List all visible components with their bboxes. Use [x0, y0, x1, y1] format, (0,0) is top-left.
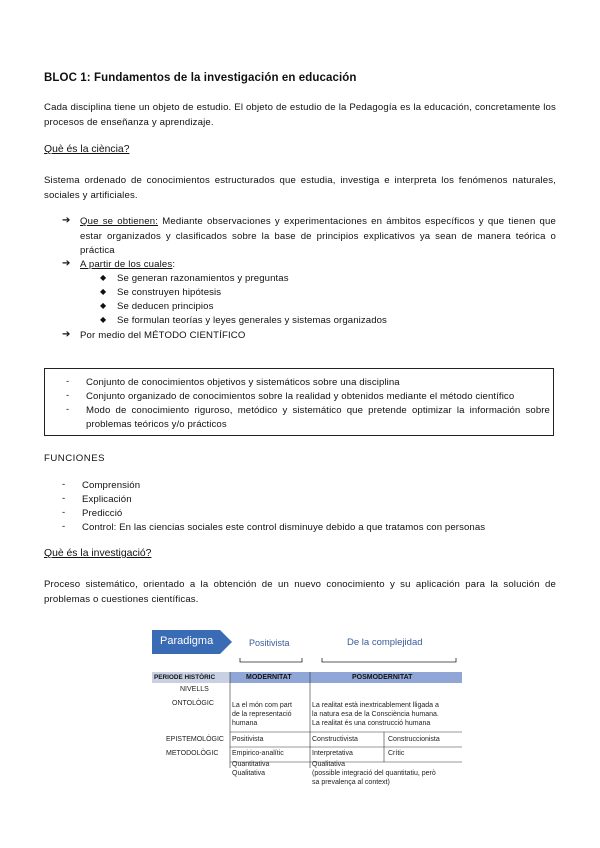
bullet-scientific-method: Por medio del MÉTODO CIENTÍFICO	[80, 330, 246, 341]
met-pos-2: Crític	[388, 750, 405, 757]
ont-pos-line: La realitat és una construcció humana	[312, 720, 431, 727]
diamond-bullet-icon: ◆	[100, 273, 107, 282]
epi-pos-2: Construccionista	[388, 736, 440, 743]
quant-mod-line: Qualitativa	[232, 770, 266, 777]
sub-bullet-item: Se formulan teorías y leyes generales y sistemas organizados	[117, 315, 387, 326]
quant-mod-line: Quantitativa	[232, 761, 270, 768]
dash-bullet: -	[62, 493, 66, 504]
bullet-from-which-label: A partir de los cuales	[80, 259, 173, 270]
dash-bullet: -	[66, 390, 70, 401]
science-heading: Què és la ciència?	[44, 144, 130, 155]
arrow-bullet-icon: ➔	[62, 215, 71, 226]
sub-bullet-item: Se construyen hipótesis	[117, 287, 222, 298]
diamond-bullet-icon: ◆	[100, 301, 107, 310]
box-item: Modo de conocimiento riguroso, metódico y sistemático que pretende optimizar la información sobre problemas teóricos y/o prácticos	[86, 405, 550, 430]
dash-bullet: -	[66, 404, 70, 415]
science-definition: Sistema ordenado de conocimientos estructurados que estudia, investiga e interpreta los fenómenos naturales, sociales y artificiales.	[44, 175, 556, 201]
col-posmodernitat: POSMODERNITAT	[352, 674, 413, 681]
quant-pos-line: Qualitativa	[312, 761, 346, 768]
dash-bullet: -	[62, 521, 66, 532]
bullet-obtain	[80, 215, 556, 259]
complejidad-label: De la complejidad	[347, 637, 423, 648]
sub-bullet-item: Se deducen principios	[117, 301, 214, 312]
function-item: Explicación	[82, 494, 132, 505]
row-metodologic: METODOLÒGIC	[166, 750, 219, 757]
ont-mod-line: de la representació	[232, 711, 292, 718]
dash-bullet: -	[62, 507, 66, 518]
col-modernitat: MODERNITAT	[246, 674, 292, 681]
functions-heading: FUNCIONES	[44, 453, 105, 464]
bullet-obtain-label: Que se obtienen:	[80, 216, 159, 227]
paradigm-label: Paradigma	[160, 635, 214, 647]
row-epistemologic: EPISTEMOLÒGIC	[166, 736, 224, 743]
complejidad-brace	[322, 658, 456, 662]
intro-paragraph: Cada disciplina tiene un objeto de estudio. El objeto de estudio de la Pedagogía es la educación, concretamente los procesos de enseñanza y aprendizaje.	[44, 102, 556, 128]
function-item: Comprensión	[82, 480, 141, 491]
quant-pos-line: (possible integració del quantitatiu, però	[312, 770, 436, 777]
box-item: Conjunto organizado de conocimientos sobre la realidad y obtenidos mediante el método científico	[86, 391, 515, 402]
positivista-brace	[240, 658, 302, 662]
dash-bullet: -	[62, 479, 66, 490]
positivista-label: Positivista	[249, 638, 290, 648]
epi-mod: Positivista	[232, 736, 264, 743]
diamond-bullet-icon: ◆	[100, 315, 107, 324]
ont-pos-line: La realitat està inextricablement lligada a	[312, 702, 439, 709]
sub-bullet-item: Se generan razonamientos y preguntas	[117, 273, 289, 284]
epi-pos-1: Constructivista	[312, 736, 358, 743]
quant-pos-line: sa prevalença al context)	[312, 779, 390, 786]
function-item: Predicció	[82, 508, 123, 519]
met-mod: Empirico-analític	[232, 750, 284, 757]
row-nivells: NIVELLS	[180, 686, 209, 693]
bullet-from-which: A partir de los cuales:	[80, 259, 176, 270]
row-ontologic: ONTOLÒGIC	[172, 700, 214, 707]
research-definition: Proceso sistemático, orientado a la obtención de un nuevo conocimiento y su aplicación para la solución de problemas o cuestiones científicas.	[44, 579, 556, 605]
met-pos-1: Interpretativa	[312, 750, 353, 757]
box-item: Conjunto de conocimientos objetivos y sistemáticos sobre una disciplina	[86, 377, 400, 388]
paradigm-figure	[152, 628, 462, 768]
figure-graphics	[152, 628, 462, 768]
research-heading: Què és la investigació?	[44, 548, 152, 559]
bullet-obtain-text: Mediante observaciones y experimentaciones en ámbitos específicos y que tienen que estar organizados y clasificados sobre la base de principios explicativos ya sean de manera teórica o práctica	[80, 216, 556, 256]
col-periode: PERIODE HISTÒRIC	[154, 674, 216, 681]
function-item: Control: En las ciencias sociales este control disminuye debido a que tratamos con personas	[82, 522, 486, 533]
dash-bullet: -	[66, 376, 70, 387]
ont-mod-line: La el món com part	[232, 702, 292, 709]
arrow-bullet-icon: ➔	[62, 329, 71, 340]
arrow-bullet-icon: ➔	[62, 258, 71, 269]
document-title: BLOC 1: Fundamentos de la investigación en educación	[44, 72, 357, 84]
ont-mod-line: humana	[232, 720, 258, 727]
diamond-bullet-icon: ◆	[100, 287, 107, 296]
ont-pos-line: la natura esa de la Consciència humana.	[312, 711, 439, 718]
